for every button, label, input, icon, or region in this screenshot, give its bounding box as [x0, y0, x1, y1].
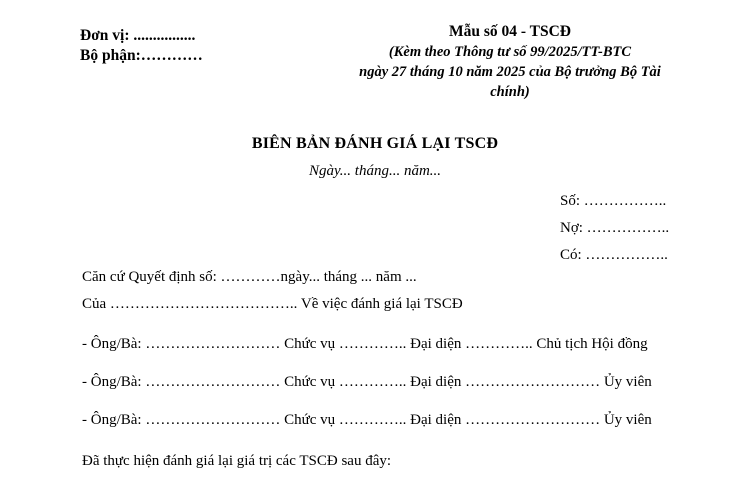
- council-member-line-3: - Ông/Bà: ……………………… Chức vụ ………….. Đại diện ……………………… Ủy viên: [82, 412, 652, 428]
- form-reference-line-2: ngày 27 tháng 10 năm 2025 của Bộ trưởng Bộ Tài: [359, 64, 661, 80]
- document-header: [0, 22, 750, 117]
- reference-number-block: [560, 188, 700, 269]
- form-reference-line-3: chính): [490, 84, 530, 100]
- council-member-line-2: - Ông/Bà: ……………………… Chức vụ ………….. Đại diện ……………………… Ủy viên: [82, 374, 652, 390]
- council-member-line-1: - Ông/Bà: ……………………… Chức vụ ………….. Đại diện ………….. Chủ tịch Hội đồng: [82, 336, 648, 352]
- form-reference-block: [330, 22, 690, 102]
- subject-line: Của ……………………………….. Về việc đánh giá lại TSCĐ: [82, 296, 463, 312]
- reference-debit-field: Nợ: ……………..: [560, 220, 670, 236]
- document-date-line: Ngày... tháng... năm...: [308, 163, 442, 179]
- department-label: Bộ phận:…………: [80, 47, 203, 64]
- reference-credit-field: Có: ……………..: [560, 247, 668, 263]
- decision-reference-line: Căn cứ Quyết định số: …………ngày... tháng ... năm ...: [82, 269, 417, 285]
- form-code: Mẫu số 04 - TSCĐ: [448, 23, 571, 40]
- reference-number-field: Số: ……………..: [560, 193, 667, 209]
- unit-label: Đơn vị: ................: [80, 27, 196, 44]
- form-reference-line-1: (Kèm theo Thông tư số 99/2025/TT-BTC: [388, 44, 632, 60]
- unit-info-block: [80, 26, 203, 66]
- page-title: BIÊN BẢN ĐÁNH GIÁ LẠI TSCĐ: [251, 135, 499, 152]
- closing-statement-line: Đã thực hiện đánh giá lại giá trị các TSCĐ sau đây:: [82, 453, 392, 469]
- title-block: [0, 133, 750, 181]
- document-body: [82, 264, 682, 475]
